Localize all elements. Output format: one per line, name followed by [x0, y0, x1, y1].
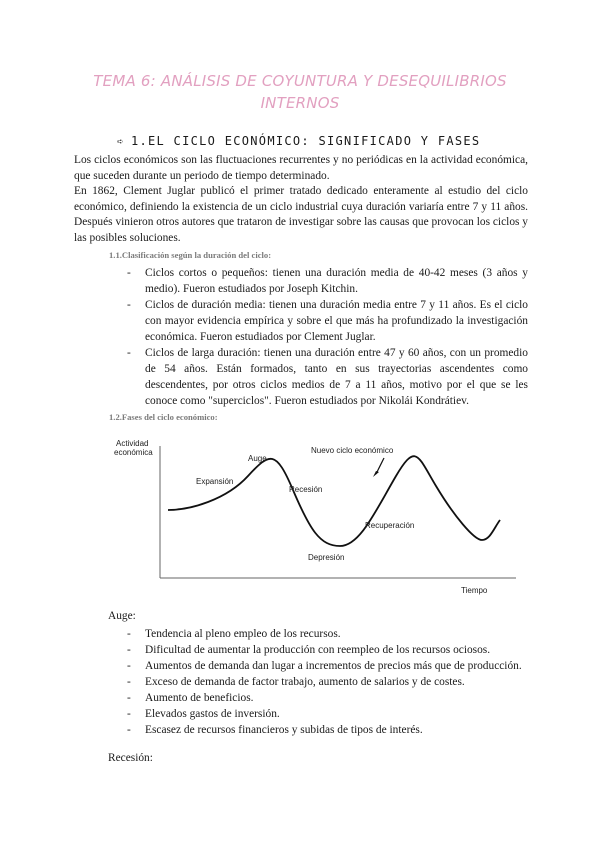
- x-axis-label: Tiempo: [461, 586, 488, 595]
- intro-paragraph-1: Los ciclos económicos son las fluctuaciones recurrentes y no periódicas en la actividad económica, que suceden durante un periodo de tiempo determinado.: [74, 154, 528, 182]
- y-axis-label-1: Actividad: [116, 439, 149, 448]
- list-item: [127, 626, 528, 642]
- list-item-text: Aumento de beneficios.: [145, 692, 254, 704]
- label-expansion: Expansión: [196, 477, 234, 486]
- list-item: [127, 642, 528, 658]
- classification-list: [127, 265, 528, 409]
- list-item-text: Ciclos de larga duración: tienen una duración entre 47 y 60 años, con un promedio de 54 años. Están formados, tanto en sus trayectorias ascendentes como descendentes, por otros ciclos medios de 7 a 11 años, motivo por el que se les conoce como "superciclos". Fueron estudiados por Nikolái Kondrátiev.: [145, 347, 528, 407]
- label-recuperacion: Recuperación: [365, 521, 415, 530]
- list-item-text: Tendencia al pleno empleo de los recursos.: [145, 628, 341, 640]
- label-recesion: Recesión: [289, 485, 323, 494]
- section-heading-text: 1.EL CICLO ECONÓMICO: SIGNIFICADO Y FASES: [130, 134, 481, 148]
- list-item-text: Elevados gastos de inversión.: [145, 708, 280, 720]
- business-cycle-diagram: [108, 428, 528, 600]
- arrow-head: [373, 471, 379, 477]
- dash-bullet: -: [127, 692, 131, 704]
- intro-paragraph-2: En 1862, Clement Juglar publicó el primer tratado dedicado enteramente al estudio del ciclo económico, definiendo la existencia de un ciclo industrial cuya duración variaría entre 7 y 11 años. Después vinieron otros autores que trataron de investigar sobre las causas que provocan los ciclos y las posibles soluciones.: [74, 185, 528, 244]
- list-item: [127, 722, 528, 738]
- list-item-text: Ciclos de duración media: tienen una duración media entre 7 y 11 años. Es el ciclo con mayor evidencia empírica y sobre el que más ha profundizado la investigación económica. Fueron estudiados por Clement Juglar.: [145, 299, 528, 343]
- list-item-text: Aumentos de demanda dan lugar a incrementos de precios más que de producción.: [145, 660, 522, 672]
- list-item: [127, 658, 528, 674]
- label-depresion: Depresión: [308, 553, 345, 562]
- list-item: [127, 690, 528, 706]
- dash-bullet: -: [127, 628, 131, 640]
- list-item: [127, 706, 528, 722]
- document-title: TEMA 6: ANÁLISIS DE COYUNTURA Y DESEQUILIBRIOS INTERNOS: [93, 72, 507, 112]
- dash-bullet: -: [127, 299, 131, 311]
- list-item-text: Ciclos cortos o pequeños: tienen una duración media de 40-42 meses (3 años y medio). Fueron estudiados por Joseph Kitchin.: [145, 267, 528, 295]
- dash-bullet: -: [127, 660, 131, 672]
- dash-bullet: -: [127, 347, 131, 359]
- label-nuevo-ciclo: Nuevo ciclo económico: [311, 446, 394, 455]
- auge-label: Auge:: [108, 610, 136, 622]
- dash-bullet: -: [127, 676, 131, 688]
- cycle-curve: [168, 456, 500, 546]
- dash-bullet: -: [127, 724, 131, 736]
- list-item-text: Exceso de demanda de factor trabajo, aumento de salarios y de costes.: [145, 676, 465, 688]
- list-item: [127, 297, 528, 345]
- label-auge: Auge: [248, 454, 267, 463]
- dash-bullet: -: [127, 644, 131, 656]
- list-item-text: Dificultad de aumentar la producción con reempleo de los recursos ociosos.: [145, 644, 491, 656]
- list-item: [127, 265, 528, 297]
- auge-list: [127, 626, 528, 738]
- dash-bullet: -: [127, 267, 131, 279]
- list-item-text: Escasez de recursos financieros y subidas de tipos de interés.: [145, 724, 423, 736]
- list-item: [127, 345, 528, 409]
- classification-heading: 1.1.Clasificación según la duración del ciclo:: [109, 250, 272, 260]
- list-item: [127, 674, 528, 690]
- phases-heading: 1.2.Fases del ciclo económico:: [109, 412, 218, 422]
- section-heading: [117, 134, 480, 148]
- dash-bullet: -: [127, 708, 131, 720]
- arrow-icon: ➪: [117, 135, 125, 148]
- recesion-label: Recesión:: [108, 752, 153, 764]
- y-axis-label-2: económica: [114, 448, 153, 457]
